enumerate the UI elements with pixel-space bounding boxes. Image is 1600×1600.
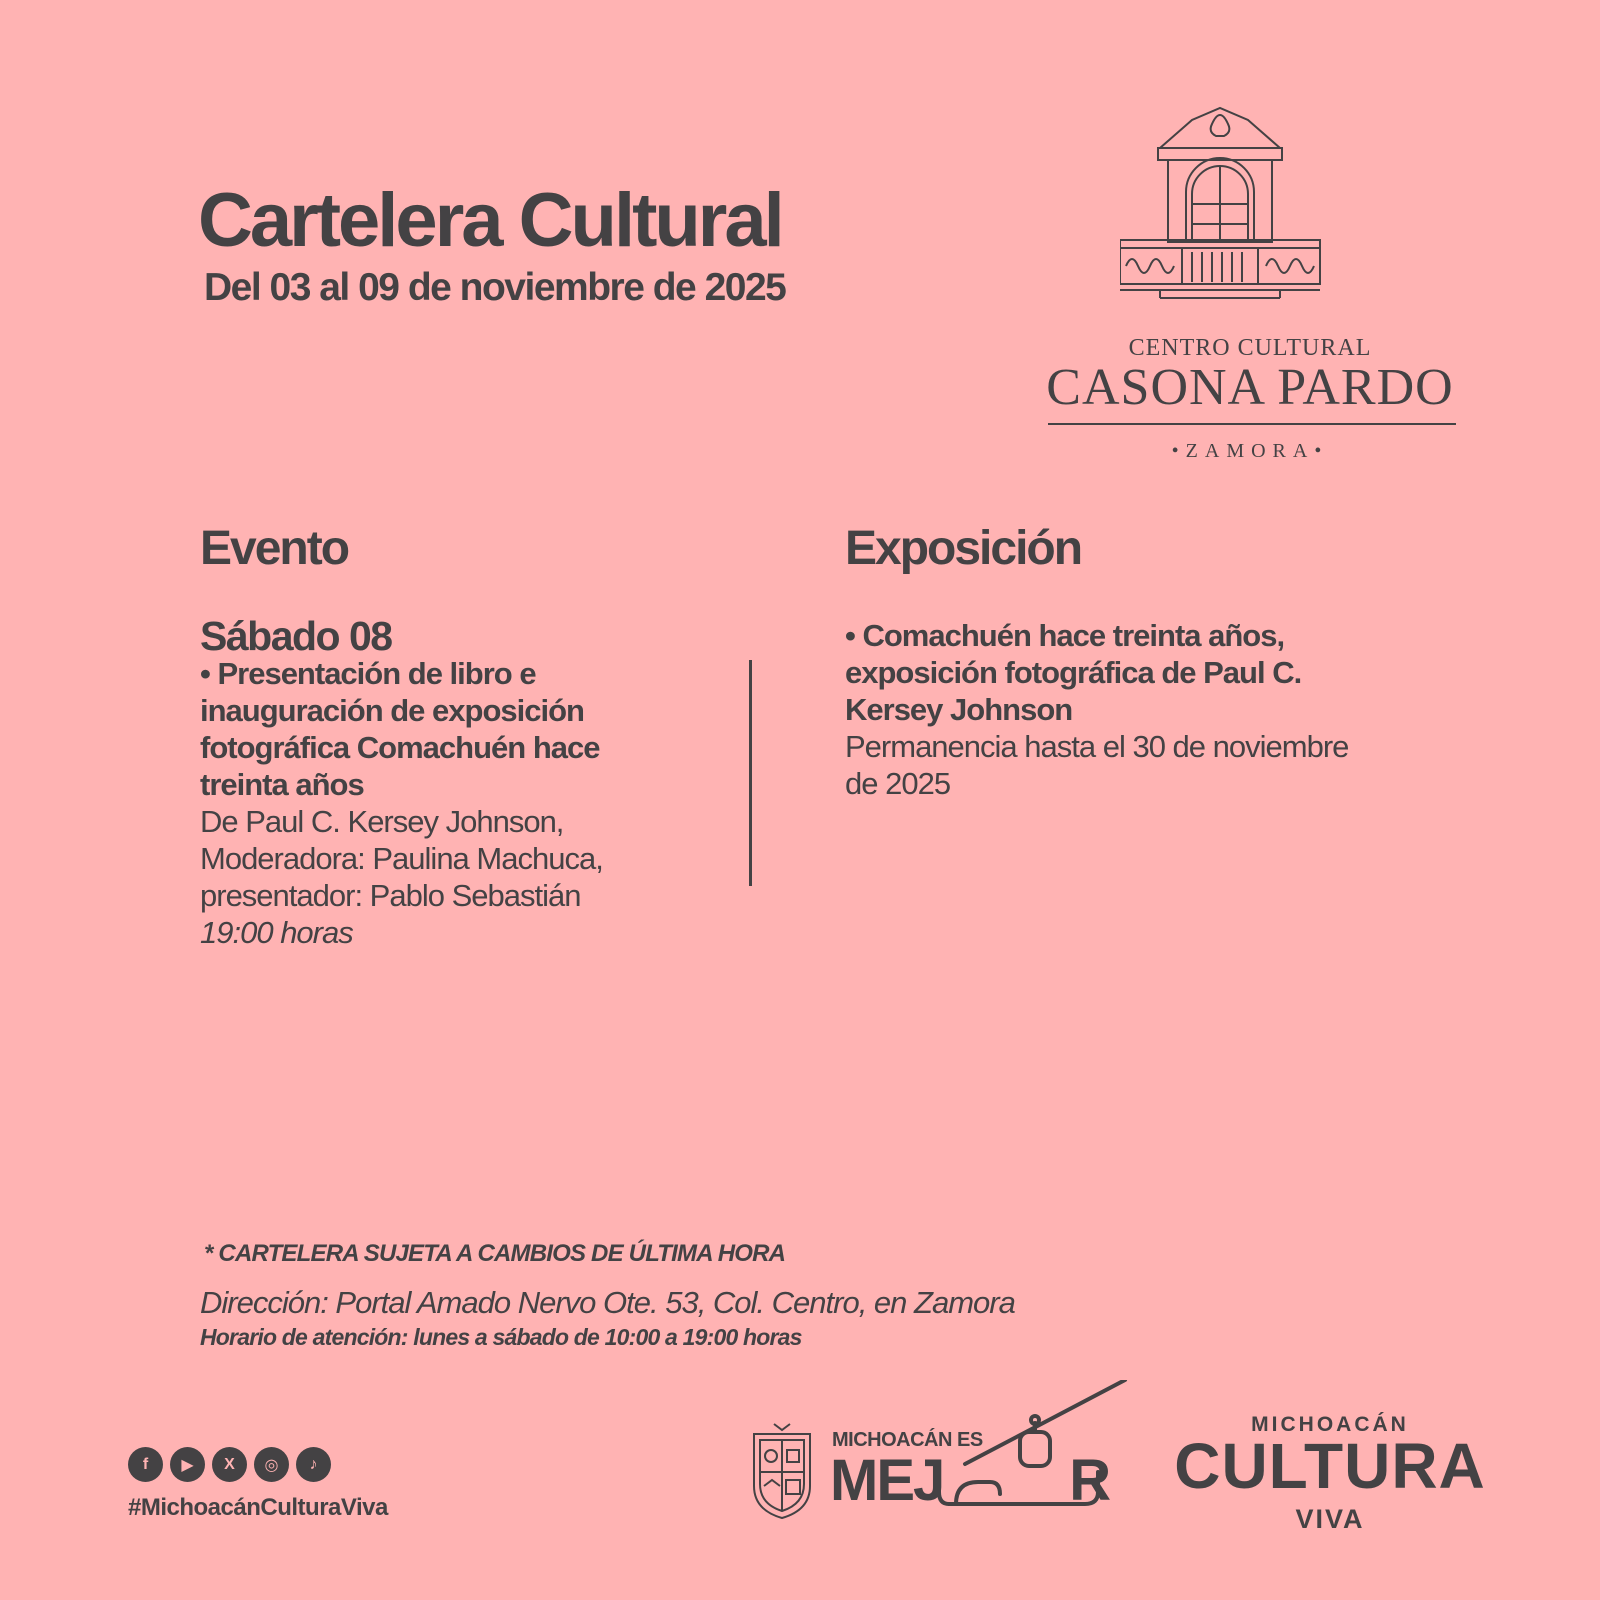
gov-logo-word-end: R: [1069, 1448, 1110, 1513]
event-title-line: • Presentación de libro e: [200, 656, 536, 691]
disclaimer: * CARTELERA SUJETA A CAMBIOS DE ÚLTIMA HORA: [204, 1240, 786, 1267]
venue-subtitle: CENTRO CULTURAL: [1128, 335, 1372, 361]
cable-car-icon: [750, 1380, 1130, 1520]
event-detail-line: presentador: Pablo Sebastián: [200, 878, 581, 913]
event-detail-line: De Paul C. Kersey Johnson,: [200, 804, 564, 839]
michoacan-cultura-viva-logo: [1160, 1410, 1500, 1540]
evento-column: [200, 615, 740, 951]
exposicion-column: [845, 617, 1425, 802]
cultura-logo-top: MICHOACÁN: [1251, 1413, 1409, 1436]
casona-pardo-logo: [1030, 100, 1470, 480]
expo-title-line: exposición fotográfica de Paul C.: [845, 655, 1302, 690]
michoacan-es-mejor-logo: [750, 1380, 1130, 1520]
event-title-line: inauguración de exposición: [200, 693, 584, 728]
x-icon[interactable]: X: [212, 1447, 247, 1482]
instagram-icon[interactable]: ◎: [254, 1447, 289, 1482]
facebook-icon[interactable]: f: [128, 1447, 163, 1482]
page-title: Cartelera Cultural: [198, 178, 782, 263]
expo-title-line: Kersey Johnson: [845, 692, 1073, 727]
event-title-line: treinta años: [200, 767, 364, 802]
event-time: 19:00 horas: [200, 915, 353, 950]
gov-logo-line1: MICHOACÁN ES: [832, 1429, 983, 1451]
logo-divider: [1048, 423, 1456, 425]
expo-title-line: • Comachuén hace treinta años,: [845, 618, 1285, 653]
event-title-line: fotográfica Comachuén hace: [200, 730, 600, 765]
expo-detail-line: de 2025: [845, 766, 951, 801]
venue-name: CASONA PARDO: [1046, 359, 1454, 416]
venue-city: •ZAMORA•: [1171, 440, 1329, 462]
cultura-logo-bottom: VIVA: [1295, 1504, 1365, 1534]
social-links: [128, 1447, 331, 1482]
hashtag: #MichoacánCulturaViva: [128, 1494, 388, 1521]
cultura-logo-main: CULTURA: [1174, 1430, 1486, 1502]
address: Dirección: Portal Amado Nervo Ote. 53, Col. Centro, en Zamora: [200, 1285, 1015, 1320]
column-divider: [749, 660, 752, 886]
gov-logo-word-start: MEJ: [830, 1448, 944, 1513]
exposicion-heading: Exposición: [845, 522, 1082, 575]
date-range: Del 03 al 09 de noviembre de 2025: [204, 266, 786, 309]
event-day: Sábado 08: [200, 613, 392, 659]
building-facade-icon: [1120, 100, 1330, 305]
evento-heading: Evento: [200, 522, 349, 575]
tiktok-icon[interactable]: ♪: [296, 1447, 331, 1482]
youtube-icon[interactable]: ▶: [170, 1447, 205, 1482]
event-detail-line: Moderadora: Paulina Machuca,: [200, 841, 603, 876]
expo-detail-line: Permanencia hasta el 30 de noviembre: [845, 729, 1349, 764]
opening-hours: Horario de atención: lunes a sábado de 10:00 a 19:00 horas: [200, 1324, 802, 1350]
